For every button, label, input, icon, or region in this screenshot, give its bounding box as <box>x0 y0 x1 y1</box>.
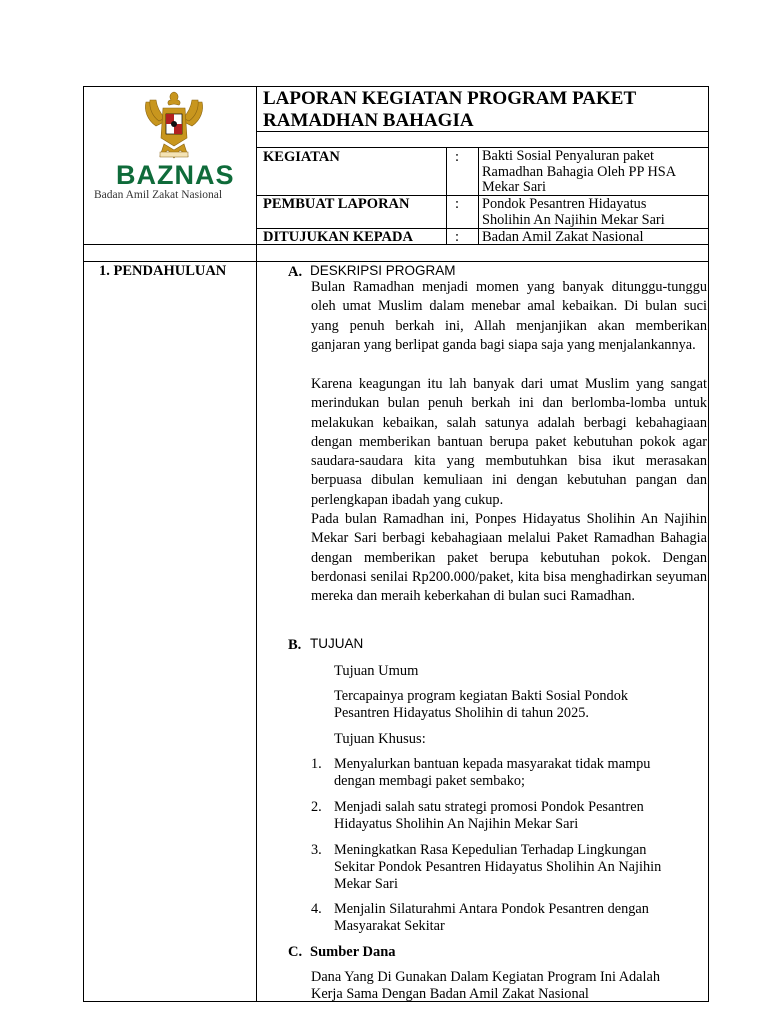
info-value-line: Mekar Sari <box>482 179 546 195</box>
list-item-line: Sekitar Pondok Pesantren Hidayatus Sholihin An Najihin <box>334 859 662 875</box>
paragraph-1: Bulan Ramadhan menjadi momen yang banyak ditunggu-tunggu oleh umat Muslim dalam menebar amal kebaikan. Di bulan suci yang penuh berkah ini, Allah menjanjikan akan memberikan ganjaran yang berlipat ganda bagi siapa saja yang menjalankannya. <box>311 279 707 353</box>
info-colon-pembuat: : <box>455 196 460 212</box>
logo-subtitle: Badan Amil Zakat Nasional <box>94 189 223 201</box>
list-item-line: Menyalurkan bantuan kepada masyarakat tidak mampu <box>334 756 651 772</box>
tujuan-khusus-num-3: 3. <box>311 842 322 858</box>
info-colon-divider-right <box>478 147 479 245</box>
table-border-left <box>83 86 84 1002</box>
section-a-heading: DESKRIPSI PROGRAM <box>310 263 456 278</box>
info-value-line: Bakti Sosial Penyaluran paket <box>482 148 654 164</box>
tujuan-khusus-item-4 <box>334 901 706 935</box>
section-a-letter: A. <box>288 264 303 280</box>
info-value-kegiatan <box>482 149 676 196</box>
section-label-pendahuluan: 1. PENDAHULUAN <box>99 263 227 279</box>
list-item-line: dengan membagi paket sembako; <box>334 773 525 789</box>
sumber-dana-line: Dana Yang Di Gunakan Dalam Kegiatan Program Ini Adalah <box>311 969 660 985</box>
paragraph-2: Karena keagungan itu lah banyak dari umat Muslim yang sangat merindukan bulan penuh berkah ini dan berlomba-lomba untuk melakukan kebaikan, salah satunya adalah berbagi kebahagiaan dengan memberikan bantuan berupa paket kebutuhan pokok agar saudara-saudara kita yang membutuhkan bisa ikut merasakan berpuasa dibulan kemuliaan ini dengan kebutuhan pangan dan perlengkapan ibadah yang cukup. <box>311 376 707 508</box>
tujuan-umum-text <box>334 688 706 722</box>
info-value-line: Ramadhan Bahagia Oleh PP HSA <box>482 163 677 180</box>
info-value-line: Sholihin An Najihin Mekar Sari <box>482 212 665 228</box>
sumber-dana-line: Kerja Sama Dengan Badan Amil Zakat Nasional <box>311 986 589 1002</box>
sumber-dana-text <box>311 969 707 1003</box>
tujuan-khusus-num-2: 2. <box>311 799 322 815</box>
info-colon-divider-left <box>446 147 447 245</box>
info-value-line: Pondok Pesantren Hidayatus <box>482 196 647 212</box>
info-value-pembuat <box>482 196 665 228</box>
tujuan-khusus-num-1: 1. <box>311 756 322 772</box>
section-c-letter: C. <box>288 944 303 960</box>
info-colon-ditujukan: : <box>455 229 460 245</box>
info-label-pembuat: PEMBUAT LAPORAN <box>263 196 410 212</box>
column-divider <box>256 86 257 1002</box>
section-b-heading: TUJUAN <box>310 636 364 651</box>
tujuan-khusus-item-1 <box>334 756 706 790</box>
tujuan-umum-label: Tujuan Umum <box>334 663 419 679</box>
garuda-emblem <box>138 88 210 160</box>
list-item-line: Mekar Sari <box>334 876 398 892</box>
list-item-line: Hidayatus Sholihin An Najihin Mekar Sari <box>334 816 579 832</box>
info-label-kegiatan: KEGIATAN <box>263 149 340 165</box>
tujuan-khusus-num-4: 4. <box>311 901 322 917</box>
list-item-line: Menjadi salah satu strategi promosi Pondok Pesantren <box>334 799 644 815</box>
info-value-ditujukan: Badan Amil Zakat Nasional <box>482 229 644 245</box>
report-title <box>263 88 636 132</box>
section-c-heading: Sumber Dana <box>310 944 396 960</box>
tujuan-khusus-item-2 <box>334 799 706 833</box>
paragraph-3: Pada bulan Ramadhan ini, Ponpes Hidayatus Sholihin An Najihin Mekar Sari berbagi kebahagiaan melalui Paket Ramadhan Bahagia dengan memberikan paket berupa kebutuhan pokok. Dengan berdonasi senilai Rp200.000/paket, kita bisa menghadirkan seyuman mereka dan meraih keberkahan di bulan suci Ramadhan. <box>311 511 707 605</box>
garuda-icon <box>138 88 210 160</box>
table-border-top <box>83 86 709 87</box>
tujuan-khusus-label: Tujuan Khusus: <box>334 731 426 747</box>
list-item-line: Meningkatkan Rasa Kepedulian Terhadap Lingkungan <box>334 842 647 858</box>
list-item-line: Menjalin Silaturahmi Antara Pondok Pesantren dengan <box>334 901 649 917</box>
report-title-line-2: RAMADHAN BAHAGIA <box>263 110 474 131</box>
tujuan-khusus-item-3 <box>334 842 706 893</box>
logo-wordmark: BAZNAS <box>116 160 235 190</box>
table-border-right <box>708 86 709 1002</box>
info-label-ditujukan: DITUJUKAN KEPADA <box>263 229 413 245</box>
report-title-line-1: LAPORAN KEGIATAN PROGRAM PAKET <box>263 88 637 109</box>
section-b-letter: B. <box>288 637 302 653</box>
tujuan-umum-line: Pesantren Hidayatus Sholihin di tahun 2025. <box>334 705 589 721</box>
spacer-row-bottom <box>83 261 709 262</box>
tujuan-umum-line: Tercapainya program kegiatan Bakti Sosial Pondok <box>334 688 628 704</box>
info-colon-kegiatan: : <box>455 149 460 165</box>
list-item-line: Masyarakat Sekitar <box>334 918 445 934</box>
